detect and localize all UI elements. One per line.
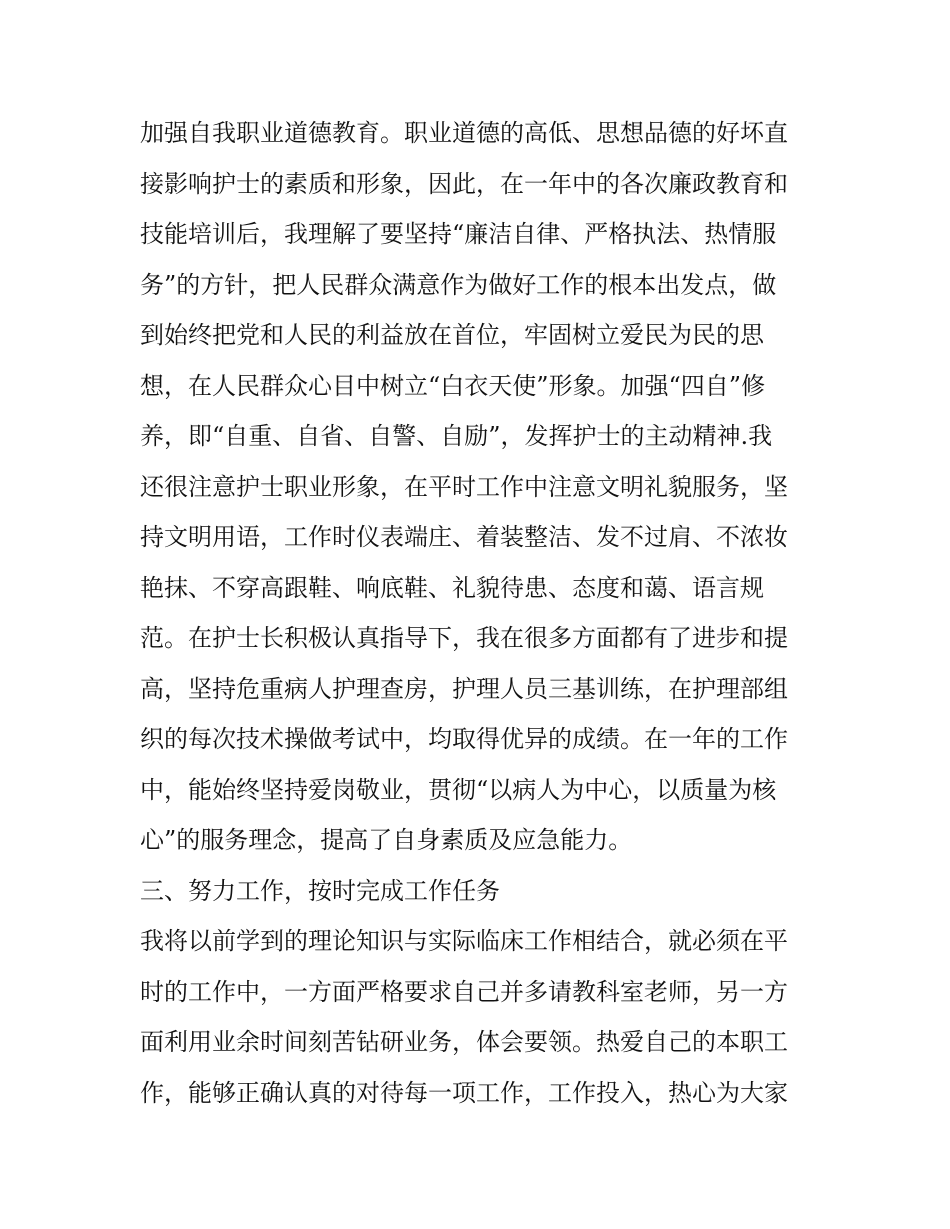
text-line: 艳抹、不穿高跟鞋、响底鞋、礼貌待患、态度和蔼、语言规 (140, 573, 764, 602)
text-line: 技能培训后，我理解了要坚持“廉洁自律、严格执法、热情服 (140, 220, 777, 248)
text-line: 加强自我职业道德教育。职业道德的高低、思想品德的好坏直 (140, 119, 788, 147)
text-line: 面利用业余时间刻苦钻研业务，体会要领。热爱自己的本职工 (140, 1028, 788, 1056)
text-line: 还很注意护士职业形象，在平时工作中注意文明礼貌服务，坚 (140, 472, 788, 501)
text-line: 务”的方针，把人民群众满意作为做好工作的根本出发点，做 (140, 270, 777, 299)
text-line: 织的每次技术操做考试中，均取得优异的成绩。在一年的工作 (140, 725, 788, 753)
text-line: 想，在人民群众心目中树立“白衣天使”形象。加强“四自”修 (140, 371, 766, 400)
text-line: 持文明用语，工作时仪表端庄、着装整洁、发不过肩、不浓妆 (140, 523, 788, 551)
text-line: 接影响护士的素质和形象，因此，在一年中的各次廉政教育和 (140, 169, 788, 198)
text-line: 范。在护士长积极认真指导下，我在很多方面都有了进步和提 (140, 624, 788, 652)
text-line: 养，即“自重、自省、自警、自励”，发挥护士的主动精神.我 (140, 422, 773, 450)
body-text (140, 108, 820, 1118)
text-line: 我将以前学到的理论知识与实际临床工作相结合，就必须在平 (140, 927, 788, 955)
section-heading: 三、努力工作，按时完成工作任务 (140, 876, 500, 905)
text-line: 心”的服务理念，提高了自身素质及应急能力。 (140, 826, 633, 854)
text-line: 高，坚持危重病人护理查房，护理人员三基训练，在护理部组 (140, 674, 788, 703)
text-line: 时的工作中，一方面严格要求自己并多请教科室老师，另一方 (140, 977, 788, 1006)
text-line: 中，能始终坚持爱岗敬业，贯彻“以病人为中心，以质量为核 (140, 775, 777, 804)
text-line: 作，能够正确认真的对待每一项工作，工作投入，热心为大家 (140, 1078, 788, 1107)
text-line: 到始终把党和人民的利益放在首位，牢固树立爱民为民的思 (140, 321, 764, 349)
